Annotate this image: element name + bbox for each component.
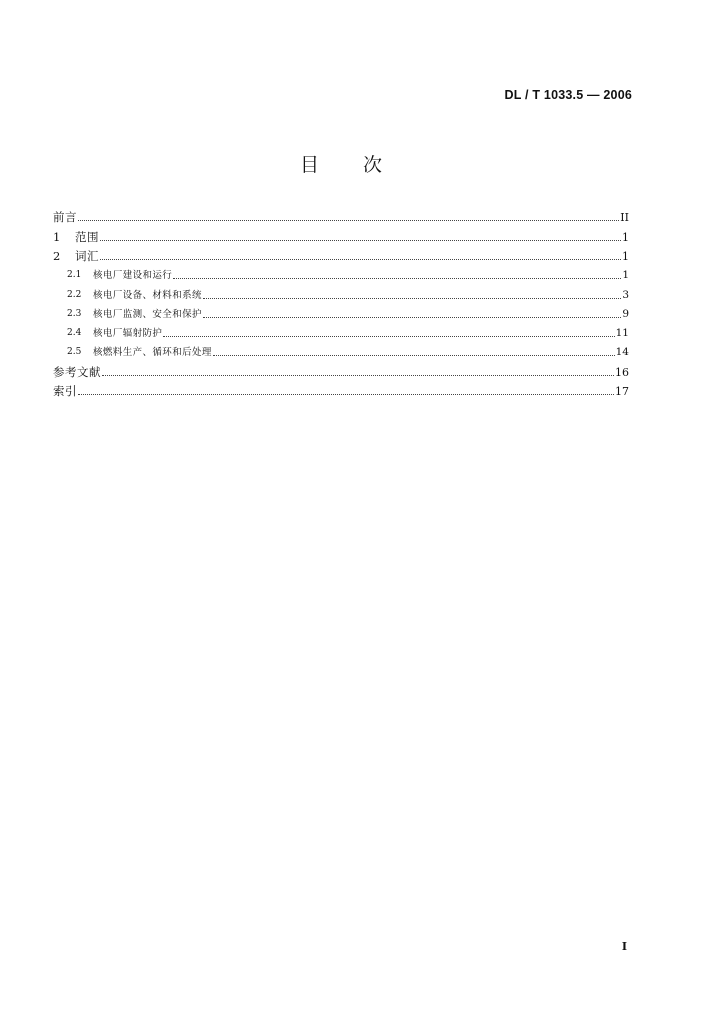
toc-leader-dots [78,394,614,395]
toc-entry-label: 参考文献 [53,364,101,379]
toc-entry-foreword[interactable] [53,206,629,225]
toc-entry-page: 17 [615,384,629,398]
toc-entry-label: 词汇 [75,249,99,264]
toc-entry-number: 1 [53,229,61,244]
toc-entry-page: 1 [622,269,629,282]
toc-entry-2-4[interactable] [53,322,629,341]
toc-leader-dots [100,259,621,260]
toc-entry-vocabulary[interactable] [53,245,629,264]
toc-entry-page: 1 [622,230,629,244]
toc-entry-2-2[interactable] [53,283,629,302]
toc-entry-page: 9 [622,307,629,320]
page-number: I [621,940,627,953]
toc-entry-2-1[interactable] [53,264,629,283]
toc-entry-label: 核电厂设备、材料和系统 [93,289,202,301]
toc-entry-number: 2 [53,249,61,264]
toc-leader-dots [203,298,621,299]
toc-entry-number: 2.4 [67,327,82,338]
toc-entry-page: 3 [622,288,629,301]
toc-entry-2-3[interactable] [53,303,629,322]
toc-entry-label: 核燃料生产、循环和后处理 [93,347,212,359]
toc-entry-label: 前言 [53,210,77,225]
toc-entry-index[interactable] [53,380,629,399]
toc-leader-dots [173,278,621,279]
toc-leader-dots [163,336,614,337]
toc-entry-label: 核电厂建设和运行 [93,270,173,282]
toc-entry-2-5[interactable] [53,341,629,360]
table-of-contents [53,206,629,399]
document-code: DL / T 1033.5 — 2006 [504,88,632,102]
toc-title: 目次 [300,154,427,176]
toc-entry-page: 1 [622,250,629,264]
toc-leader-dots [213,355,615,356]
toc-entry-page: II [620,211,629,225]
toc-leader-dots [78,220,619,221]
toc-entry-references[interactable] [53,360,629,379]
toc-entry-page: 14 [615,346,629,359]
toc-entry-label: 范围 [75,229,99,244]
toc-entry-label: 索引 [53,383,77,398]
toc-entry-page: 11 [615,326,629,339]
toc-entry-label: 核电厂辐射防护 [93,327,163,339]
toc-leader-dots [102,375,614,376]
toc-leader-dots [203,317,621,318]
toc-entry-number: 2.1 [67,270,82,281]
toc-entry-label: 核电厂监测、安全和保护 [93,308,202,320]
toc-leader-dots [100,240,621,241]
toc-entry-number: 2.3 [67,308,82,319]
toc-entry-page: 16 [615,365,629,379]
toc-entry-number: 2.2 [67,289,82,300]
toc-entry-number: 2.5 [67,347,82,358]
toc-entry-scope[interactable] [53,225,629,244]
